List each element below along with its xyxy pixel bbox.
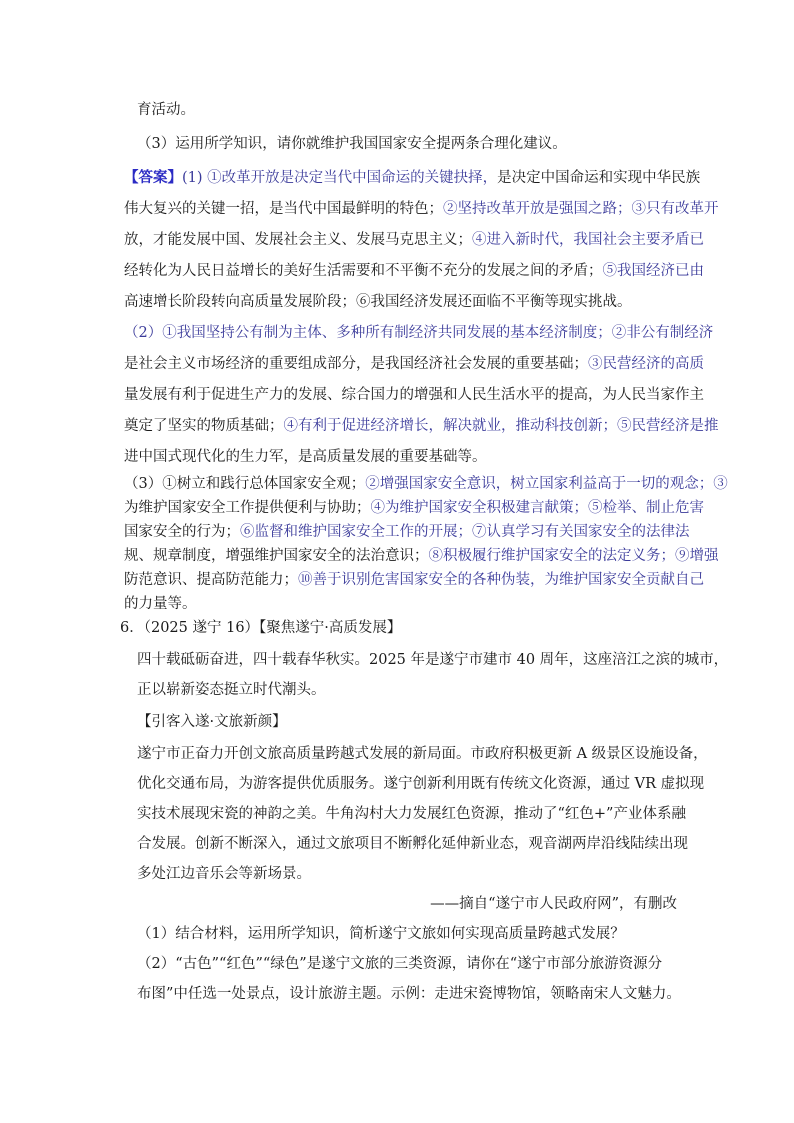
answer-line: 高速增长阶段转向高质量发展阶段；⑥我国经济发展还面临不平衡等现实挑战。 [124, 294, 632, 310]
sub-question: （2）“古色”“红色”“绿色”是遂宁文旅的三类资源，请你在“遂宁市部分旅游资源分 [137, 956, 663, 972]
answer-line: 量发展有利于促进生产力的发展、综合国力的增强和人民生活水平的提高，为人民当家作主 [124, 387, 704, 403]
material-intro-line: 四十载砥砺奋进，四十载春华秋实。2025 年是遂宁市建市 40 周年，这座涪江之滨的城市， [137, 652, 729, 668]
section-title: 【引客入遂·文旅新颜】 [137, 714, 287, 730]
answer-line: 为维护国家安全工作提供便利与协助；④为维护国家安全积极建言献策；⑤检举、制止危害 [124, 500, 704, 516]
answer-line: 伟大复兴的关键一招，是当代中国最鲜明的特色；②坚持改革开放是强国之路；③只有改革开 [124, 201, 719, 217]
material-body-line: 多处江边音乐会等新场景。 [137, 866, 311, 882]
material-body-line: 实技术展现宋瓷的神韵之美。牛角沟村大力发展红色资源，推动了“红色+”产业体系融 [137, 806, 686, 822]
material-body-line: 优化交通布局，为游客提供优质服务。遂宁创新利用既有传统文化资源，通过 VR 虚拟现 [137, 776, 705, 792]
answer-line: 规、规章制度，增强维护国家安全的法治意识；⑧积极履行维护国家安全的法定义务；⑨增强 [124, 548, 719, 564]
answer-line: 放，才能发展中国、发展社会主义、发展马克思主义；④进入新时代，我国社会主要矛盾已 [124, 232, 704, 248]
sub-question: 布图”中任选一处景点，设计旅游主题。示例：走进宋瓷博物馆，领略南宋人文魅力。 [137, 986, 681, 1002]
answer-line: （2）①我国坚持公有制为主体、多种所有制经济共同发展的基本经济制度；②非公有制经济 [124, 325, 714, 341]
question-6-header: 6．（2025 遂宁 16）【聚焦遂宁·高质发展】 [120, 620, 402, 636]
answer-line: 的力量等。 [124, 596, 197, 612]
material-intro-line: 正以崭新姿态挺立时代潮头。 [137, 682, 326, 698]
answer-line: 国家安全的行为；⑥监督和维护国家安全工作的开展；⑦认真学习有关国家安全的法律法 [124, 524, 690, 540]
answer-line: 进中国式现代化的生力军，是高质量发展的重要基础等。 [124, 449, 487, 465]
answer-line: 【答案】(1) ①改革开放是决定当代中国命运的关键抉择，是决定中国命运和实现中华民族 [124, 169, 701, 186]
intro-tail: 育活动。 [137, 102, 195, 118]
material-body-line: 合发展。创新不断深入，通过文旅项目不断孵化延伸新业态，观音湖两岸沿线陆续出现 [137, 836, 688, 852]
material-body-line: 遂宁市正奋力开创文旅高质量跨越式发展的新局面。市政府积极更新 A 级景区设施设备， [137, 746, 708, 762]
answer-label: 【答案】 [124, 169, 182, 186]
answer-line: 经转化为人民日益增长的美好生活需要和不平衡不充分的发展之间的矛盾；⑤我国经济已由 [124, 263, 704, 279]
sub-question: （1）结合材料，运用所学知识，简析遂宁文旅如何实现高质量跨越式发展？ [137, 926, 625, 942]
answer-line: 奠定了坚实的物质基础；④有利于促进经济增长，解决就业，推动科技创新；⑤民营经济是推 [124, 418, 719, 434]
answer-line: 防范意识、提高防范能力；⑩善于识别危害国家安全的各种伪装，为维护国家安全贡献自己 [124, 572, 704, 588]
source-citation: ——摘自“遂宁市人民政府网”，有删改 [430, 896, 677, 912]
question-3: （3）运用所学知识，请你就维护我国国家安全提两条合理化建议。 [137, 136, 567, 152]
answer-line: 是社会主义市场经济的重要组成部分，是我国经济社会发展的重要基础；③民营经济的高质 [124, 356, 704, 372]
answer-line: （3）①树立和践行总体国家安全观；②增强国家安全意识，树立国家利益高于一切的观念；③ [124, 476, 728, 492]
